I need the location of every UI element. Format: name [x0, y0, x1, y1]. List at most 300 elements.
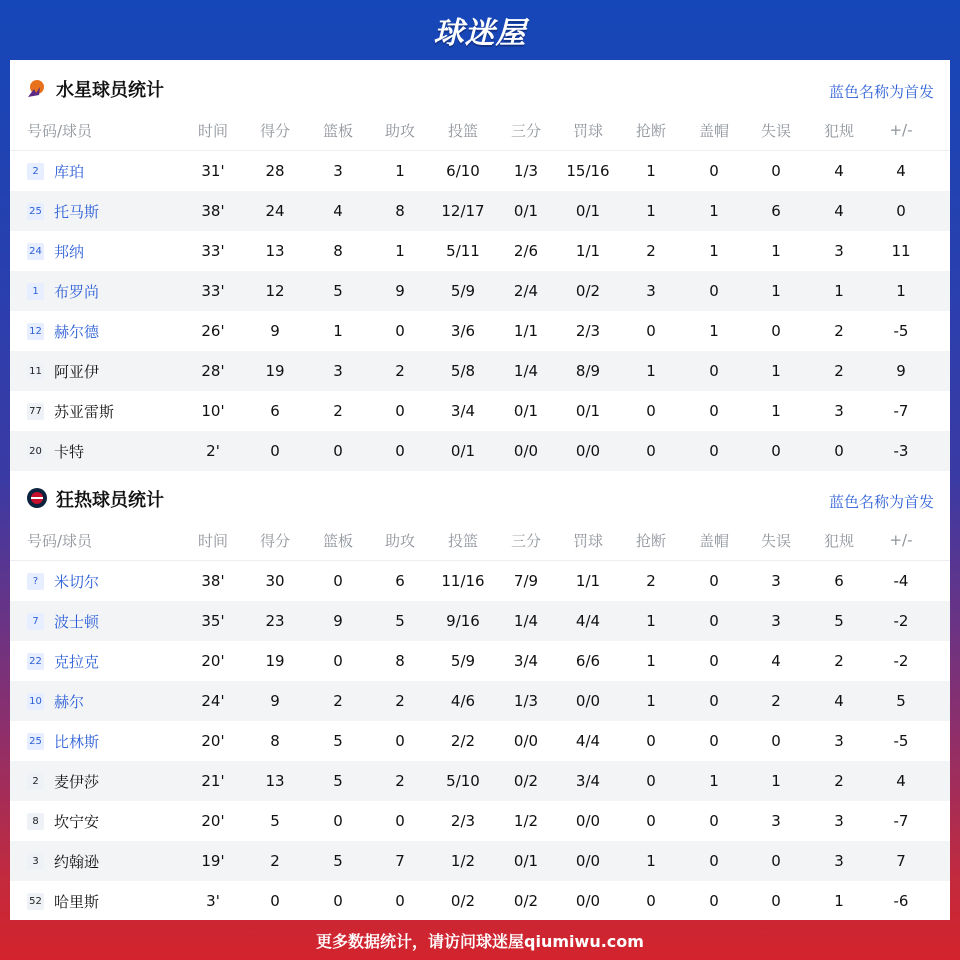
- player-row[interactable]: [10, 271, 950, 311]
- stat-cell: 6: [395, 572, 405, 590]
- stat-cell: 5: [333, 732, 343, 750]
- stat-cell: 20': [201, 812, 225, 830]
- column-header: 抢断: [635, 531, 666, 550]
- jersey-number: 1: [27, 283, 44, 300]
- jersey-number: 20: [27, 443, 44, 460]
- column-header: 失误: [760, 121, 791, 140]
- player-cell: [27, 361, 197, 382]
- stat-cell: 4/6: [450, 692, 476, 710]
- stat-cell: -6: [893, 892, 909, 910]
- column-header: 篮板: [322, 121, 353, 140]
- stat-cell: 20': [201, 652, 225, 670]
- stat-cell: 0: [395, 732, 405, 750]
- stat-cell: -2: [893, 612, 909, 630]
- column-header: 时间: [197, 121, 228, 140]
- stat-cell: 13: [265, 772, 285, 790]
- stat-cell: 1/2: [513, 812, 539, 830]
- stat-cell: 28': [201, 362, 225, 380]
- stats-panel: [10, 60, 950, 920]
- stat-cell: 11/16: [441, 572, 485, 590]
- player-name[interactable]: 哈里斯: [54, 892, 100, 911]
- stat-cell: 0/2: [575, 282, 601, 300]
- stat-cell: 5: [333, 282, 343, 300]
- column-header: 号码/球员: [27, 531, 93, 550]
- stat-cell: 4: [834, 202, 844, 220]
- stat-cell: 1: [771, 362, 781, 380]
- stat-cell: 0: [709, 572, 719, 590]
- stat-cell: 0/1: [450, 442, 476, 460]
- stat-cell: 33': [201, 242, 225, 260]
- team-section-mercury: [10, 60, 950, 471]
- stat-cell: 0: [270, 442, 280, 460]
- stat-cell: 6/6: [575, 652, 601, 670]
- column-header: 助攻: [384, 121, 415, 140]
- stat-cell: 2: [646, 572, 656, 590]
- stat-cell: 1: [771, 282, 781, 300]
- stat-cell: 0: [395, 892, 405, 910]
- team-title: 水星球员统计: [56, 80, 164, 101]
- stat-cell: 1: [771, 772, 781, 790]
- stat-cell: 0/1: [575, 402, 601, 420]
- player-cell: [27, 811, 197, 832]
- stat-cell: 3: [333, 362, 343, 380]
- player-name[interactable]: 米切尔: [54, 572, 100, 591]
- stat-cell: 5/8: [450, 362, 476, 380]
- jersey-number: 2: [27, 163, 44, 180]
- stat-cell: 4: [834, 162, 844, 180]
- stat-cell: 21': [201, 772, 225, 790]
- jersey-number: 25: [27, 733, 44, 750]
- stat-cell: 0: [709, 402, 719, 420]
- stat-cell: -4: [893, 572, 909, 590]
- stat-cell: 10': [201, 402, 225, 420]
- stat-cell: 5: [270, 812, 280, 830]
- stat-cell: 7/9: [513, 572, 539, 590]
- stat-cell: 1: [646, 162, 656, 180]
- stat-cell: 0: [709, 692, 719, 710]
- stat-cell: 0/2: [513, 892, 539, 910]
- player-row[interactable]: [10, 801, 950, 841]
- stat-cell: 5/10: [446, 772, 480, 790]
- stat-cell: 5: [896, 692, 906, 710]
- stat-cell: 3/4: [513, 652, 539, 670]
- player-row[interactable]: [10, 721, 950, 761]
- stat-cell: 1: [771, 402, 781, 420]
- stat-cell: 2: [395, 362, 405, 380]
- stat-cell: 9: [333, 612, 343, 630]
- stat-cell: 0: [333, 652, 343, 670]
- column-header: 得分: [259, 531, 290, 550]
- stat-cell: 0: [709, 652, 719, 670]
- stat-cell: 0: [646, 732, 656, 750]
- stat-cell: 6: [771, 202, 781, 220]
- player-cell: [27, 401, 197, 422]
- stat-cell: 1: [771, 242, 781, 260]
- player-row[interactable]: [10, 761, 950, 801]
- stat-cell: 2/4: [513, 282, 539, 300]
- phoenix-mercury-logo: [26, 77, 48, 99]
- stat-cell: 3: [771, 612, 781, 630]
- stat-cell: 4/4: [575, 612, 601, 630]
- stat-cell: 26': [201, 322, 225, 340]
- stat-cell: 0: [709, 852, 719, 870]
- stat-cell: 1: [646, 612, 656, 630]
- brand-logo: 球迷屋: [433, 16, 527, 51]
- player-cell: [27, 691, 197, 712]
- jersey-number: 3: [27, 853, 44, 870]
- stat-cell: 1/3: [513, 692, 539, 710]
- column-header: 得分: [259, 121, 290, 140]
- player-row[interactable]: [10, 641, 950, 681]
- player-name[interactable]: 阿亚伊: [54, 362, 100, 381]
- stat-cell: 0: [395, 322, 405, 340]
- stat-cell: 1: [709, 202, 719, 220]
- player-name[interactable]: 麦伊莎: [54, 772, 100, 791]
- stat-cell: 1: [646, 692, 656, 710]
- stat-cell: 0: [646, 322, 656, 340]
- stat-cell: 19: [265, 652, 285, 670]
- stat-cell: 2: [771, 692, 781, 710]
- stat-cell: 2/3: [575, 322, 601, 340]
- stat-cell: 0/0: [575, 892, 601, 910]
- stat-cell: 9/16: [446, 612, 480, 630]
- stat-cell: 0: [709, 442, 719, 460]
- stat-cell: 6/10: [446, 162, 480, 180]
- player-name[interactable]: 约翰逊: [54, 852, 100, 871]
- stat-cell: 0: [709, 362, 719, 380]
- player-name[interactable]: 卡特: [54, 442, 85, 461]
- player-cell: [27, 281, 197, 302]
- player-row[interactable]: [10, 351, 950, 391]
- stat-cell: 8: [270, 732, 280, 750]
- player-row[interactable]: [10, 311, 950, 351]
- team-section-fever: [10, 470, 950, 921]
- stat-cell: 2/3: [450, 812, 476, 830]
- stat-cell: 0/2: [450, 892, 476, 910]
- stat-cell: 1: [646, 362, 656, 380]
- stat-cell: 3: [771, 572, 781, 590]
- stat-cell: 30: [265, 572, 285, 590]
- jersey-number: 25: [27, 203, 44, 220]
- column-header-row: [10, 110, 950, 151]
- stat-cell: 23: [265, 612, 285, 630]
- stat-cell: 0/0: [575, 852, 601, 870]
- stat-cell: 0: [709, 732, 719, 750]
- stat-cell: 8: [395, 202, 405, 220]
- stat-cell: 38': [201, 202, 225, 220]
- stat-cell: 28: [265, 162, 285, 180]
- stat-cell: 0/1: [513, 402, 539, 420]
- footer-banner[interactable]: 更多数据统计，请访问球迷屋qiumiwu.com: [316, 931, 644, 951]
- stat-cell: 0: [709, 162, 719, 180]
- stat-cell: 3/4: [450, 402, 476, 420]
- stat-cell: 1: [709, 772, 719, 790]
- jersey-number: 77: [27, 403, 44, 420]
- stat-cell: -2: [893, 652, 909, 670]
- stat-cell: 0: [333, 892, 343, 910]
- stat-cell: 19: [265, 362, 285, 380]
- stat-cell: 3: [834, 852, 844, 870]
- stat-cell: 5/11: [446, 242, 480, 260]
- stat-cell: 7: [896, 852, 906, 870]
- column-header: 号码/球员: [27, 121, 93, 140]
- stat-cell: 1: [834, 282, 844, 300]
- stat-cell: 3: [771, 812, 781, 830]
- stat-cell: 1: [395, 242, 405, 260]
- stat-cell: 1/4: [513, 612, 539, 630]
- player-cell: [27, 651, 197, 672]
- column-header: 犯规: [823, 531, 854, 550]
- stat-cell: 1/1: [513, 322, 539, 340]
- column-header: 投篮: [447, 531, 478, 550]
- player-row[interactable]: [10, 561, 950, 601]
- starter-legend: 蓝色名称为首发: [828, 493, 934, 511]
- column-header: 抢断: [635, 121, 666, 140]
- player-row[interactable]: [10, 151, 950, 191]
- stat-cell: 8/9: [575, 362, 601, 380]
- indiana-fever-logo: [26, 487, 48, 509]
- player-cell: [27, 161, 197, 182]
- stat-cell: 1: [646, 202, 656, 220]
- stat-cell: 24: [265, 202, 285, 220]
- stat-cell: 12/17: [441, 202, 485, 220]
- stat-cell: 31': [201, 162, 225, 180]
- player-name[interactable]: 库珀: [54, 162, 85, 181]
- stat-cell: -5: [893, 732, 909, 750]
- jersey-number: 12: [27, 323, 44, 340]
- stat-cell: 9: [270, 692, 280, 710]
- column-header: 三分: [510, 531, 541, 550]
- stat-cell: 1: [834, 892, 844, 910]
- stat-cell: 6: [270, 402, 280, 420]
- stat-cell: 0: [333, 572, 343, 590]
- stat-cell: 5/9: [450, 282, 476, 300]
- stat-cell: 2: [646, 242, 656, 260]
- stat-cell: 1/3: [513, 162, 539, 180]
- stat-cell: 0: [771, 892, 781, 910]
- stat-cell: 1/4: [513, 362, 539, 380]
- player-row[interactable]: [10, 881, 950, 921]
- stat-cell: -3: [893, 442, 909, 460]
- column-header: 篮板: [322, 531, 353, 550]
- stat-cell: 2: [834, 772, 844, 790]
- stat-cell: 1: [646, 652, 656, 670]
- stat-cell: 0: [771, 322, 781, 340]
- stat-cell: 0/0: [575, 812, 601, 830]
- stat-cell: 0/1: [513, 202, 539, 220]
- column-header: +/-: [889, 531, 913, 549]
- stat-cell: 0/0: [575, 692, 601, 710]
- stat-cell: 8: [333, 242, 343, 260]
- stat-cell: 3: [834, 402, 844, 420]
- jersey-number: ?: [27, 573, 44, 590]
- stat-cell: 8: [395, 652, 405, 670]
- stat-cell: 0: [709, 892, 719, 910]
- jersey-number: 7: [27, 613, 44, 630]
- column-header: 时间: [197, 531, 228, 550]
- column-header: 助攻: [384, 531, 415, 550]
- jersey-number: 22: [27, 653, 44, 670]
- stat-cell: 2/6: [513, 242, 539, 260]
- stat-cell: 3: [834, 732, 844, 750]
- stat-cell: 2: [395, 772, 405, 790]
- stat-cell: 13: [265, 242, 285, 260]
- stat-cell: 5: [834, 612, 844, 630]
- stat-cell: 3: [646, 282, 656, 300]
- player-name[interactable]: 克拉克: [54, 652, 100, 671]
- stat-cell: 2: [270, 852, 280, 870]
- jersey-number: 2: [27, 773, 44, 790]
- stat-cell: 1/1: [575, 242, 601, 260]
- site-header: [0, 0, 960, 60]
- team-header: [10, 470, 950, 520]
- stat-cell: 24': [201, 692, 225, 710]
- player-name[interactable]: 赫尔: [54, 692, 85, 711]
- starter-legend: 蓝色名称为首发: [828, 83, 934, 101]
- player-cell: [27, 771, 197, 792]
- column-header: 三分: [510, 121, 541, 140]
- stat-cell: 0: [395, 442, 405, 460]
- stat-cell: 0: [834, 442, 844, 460]
- stat-cell: 0/2: [513, 772, 539, 790]
- stat-cell: 9: [896, 362, 906, 380]
- player-cell: [27, 321, 197, 342]
- player-cell: [27, 611, 197, 632]
- stat-cell: 3/6: [450, 322, 476, 340]
- stat-cell: 0: [709, 812, 719, 830]
- stat-cell: 0/1: [575, 202, 601, 220]
- team-title: 狂热球员统计: [56, 490, 164, 511]
- stat-cell: 1: [896, 282, 906, 300]
- player-row[interactable]: [10, 601, 950, 641]
- stat-cell: 1/2: [450, 852, 476, 870]
- stat-cell: 1: [709, 322, 719, 340]
- column-header-row: [10, 520, 950, 561]
- player-cell: [27, 441, 197, 462]
- player-name[interactable]: 比林斯: [54, 732, 100, 751]
- player-cell: [27, 571, 197, 592]
- player-cell: [27, 241, 197, 262]
- player-row[interactable]: [10, 391, 950, 431]
- stat-cell: 19': [201, 852, 225, 870]
- stat-cell: 5: [333, 852, 343, 870]
- stat-cell: 2: [333, 402, 343, 420]
- stat-cell: 6: [834, 572, 844, 590]
- player-name[interactable]: 布罗尚: [54, 282, 100, 301]
- stat-cell: 0/0: [513, 732, 539, 750]
- player-cell: [27, 891, 197, 912]
- jersey-number: 52: [27, 893, 44, 910]
- stat-cell: 1/1: [575, 572, 601, 590]
- player-name[interactable]: 波士顿: [54, 612, 100, 631]
- stat-cell: 0: [709, 612, 719, 630]
- player-name[interactable]: 托马斯: [54, 202, 100, 221]
- stat-cell: 0: [771, 162, 781, 180]
- stat-cell: 0: [646, 402, 656, 420]
- stat-cell: 4: [896, 772, 906, 790]
- stat-cell: 3/4: [575, 772, 601, 790]
- stat-cell: 4: [834, 692, 844, 710]
- stat-cell: 2: [834, 322, 844, 340]
- player-name[interactable]: 苏亚雷斯: [54, 402, 115, 421]
- stat-cell: 1: [333, 322, 343, 340]
- stat-cell: 2: [395, 692, 405, 710]
- stat-cell: 0: [771, 732, 781, 750]
- column-header: 失误: [760, 531, 791, 550]
- jersey-number: 10: [27, 693, 44, 710]
- stat-cell: -7: [893, 812, 909, 830]
- stat-cell: 9: [395, 282, 405, 300]
- player-row[interactable]: [10, 431, 950, 471]
- stat-cell: 3': [206, 892, 220, 910]
- stat-cell: 5/9: [450, 652, 476, 670]
- column-header: 犯规: [823, 121, 854, 140]
- jersey-number: 11: [27, 363, 44, 380]
- stat-cell: 1: [646, 852, 656, 870]
- player-row[interactable]: [10, 231, 950, 271]
- stat-cell: 38': [201, 572, 225, 590]
- player-row[interactable]: [10, 191, 950, 231]
- stat-cell: 3: [333, 162, 343, 180]
- stat-cell: 0/0: [575, 442, 601, 460]
- stat-cell: 33': [201, 282, 225, 300]
- player-row[interactable]: [10, 841, 950, 881]
- stat-cell: 0: [771, 852, 781, 870]
- stat-cell: 4: [896, 162, 906, 180]
- stat-cell: 1: [709, 242, 719, 260]
- stat-cell: 0: [646, 812, 656, 830]
- team-header: [10, 60, 950, 110]
- stat-cell: 2: [834, 362, 844, 380]
- stat-cell: 2: [333, 692, 343, 710]
- player-cell: [27, 201, 197, 222]
- stat-cell: 7: [395, 852, 405, 870]
- stat-cell: 0: [395, 812, 405, 830]
- stat-cell: 0: [333, 442, 343, 460]
- player-row[interactable]: [10, 681, 950, 721]
- column-header: +/-: [889, 121, 913, 139]
- stat-cell: 2/2: [450, 732, 476, 750]
- stat-cell: 0: [395, 402, 405, 420]
- player-name[interactable]: 赫尔德: [54, 322, 100, 341]
- stat-cell: 0/1: [513, 852, 539, 870]
- stat-cell: 2': [206, 442, 220, 460]
- stat-cell: -7: [893, 402, 909, 420]
- player-name[interactable]: 邦纳: [54, 242, 85, 261]
- stat-cell: 5: [333, 772, 343, 790]
- stat-cell: 0: [646, 892, 656, 910]
- stat-cell: 20': [201, 732, 225, 750]
- stat-cell: 1: [395, 162, 405, 180]
- stat-cell: 0: [896, 202, 906, 220]
- stat-cell: -5: [893, 322, 909, 340]
- stat-cell: 0: [709, 282, 719, 300]
- stat-cell: 0: [646, 772, 656, 790]
- stat-cell: 0: [333, 812, 343, 830]
- player-cell: [27, 851, 197, 872]
- stat-cell: 5: [395, 612, 405, 630]
- column-header: 罚球: [572, 531, 603, 550]
- stat-cell: 4: [333, 202, 343, 220]
- stat-cell: 0: [646, 442, 656, 460]
- stat-cell: 0: [270, 892, 280, 910]
- stat-cell: 4/4: [575, 732, 601, 750]
- stat-cell: 3: [834, 812, 844, 830]
- stat-cell: 9: [270, 322, 280, 340]
- stat-cell: 3: [834, 242, 844, 260]
- player-name[interactable]: 坎宁安: [54, 812, 100, 831]
- stat-cell: 0/0: [513, 442, 539, 460]
